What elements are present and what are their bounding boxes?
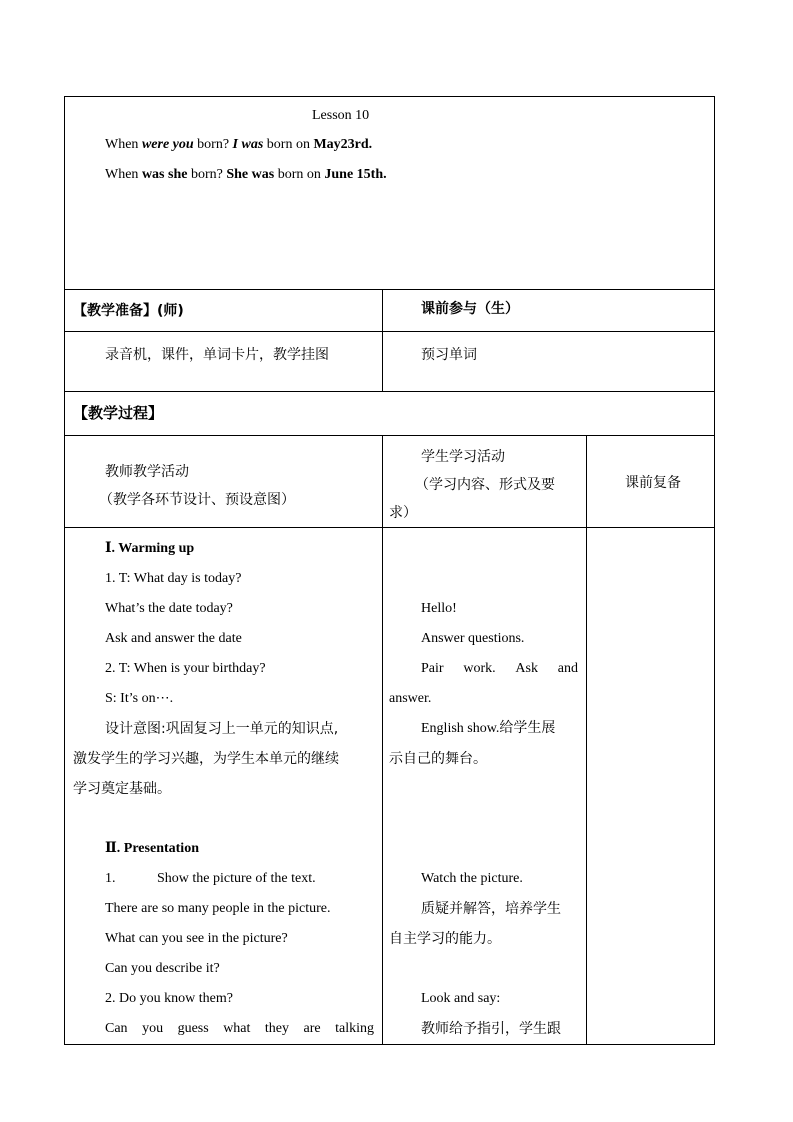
key-sentence-2: When was she born? She was born on June 15th. — [105, 167, 387, 182]
teacher-line: There are so many people in the picture. — [105, 901, 331, 916]
teacher-line: Can you describe it? — [105, 961, 220, 976]
student-line: 质疑并解答，培养学生 — [421, 901, 561, 917]
review-header: 课前复备 — [625, 475, 681, 491]
teacher-activity-header-cell — [65, 436, 383, 528]
key-sentence-1: When were you born? I was born on May23rd. — [105, 137, 373, 152]
teacher-activity-title: 教师教学活动 — [105, 464, 189, 480]
teacher-activity-content-cell — [65, 528, 383, 1045]
lesson-plan-table — [64, 96, 715, 1045]
teacher-line-justified: Can you guess what they are talking — [105, 1021, 374, 1036]
student-line: Watch the picture. — [421, 871, 523, 886]
teacher-line: 1. T: What day is today? — [105, 571, 242, 586]
student-line-justified: Pair work. Ask and — [421, 661, 578, 676]
prep-teacher-header-cell — [65, 290, 383, 332]
prep-student-header-cell — [383, 290, 715, 332]
teacher-line: What’s the date today? — [105, 601, 233, 616]
review-content-cell — [587, 528, 715, 1045]
lesson-title: Lesson 10 — [312, 108, 370, 123]
prep-student-header: 课前参与（生） — [421, 301, 519, 317]
prep-teacher-header: 【教学准备】(师) — [73, 303, 184, 319]
prep-student-items-cell — [383, 332, 715, 392]
student-line: Look and say: — [421, 991, 501, 1006]
student-activity-content-cell — [383, 528, 587, 1045]
student-line: Answer questions. — [421, 631, 525, 646]
prep-teacher-items-cell — [65, 332, 383, 392]
student-activity-title: 学生学习活动 — [421, 449, 505, 465]
teacher-line: 1. Show the picture of the text. — [105, 871, 316, 886]
student-line: 示自己的舞台。 — [389, 751, 487, 767]
warming-up-title: Ⅰ. Warming up — [105, 541, 195, 556]
lesson-objectives-cell — [65, 97, 715, 290]
teacher-line: 2. T: When is your birthday? — [105, 661, 266, 676]
prep-student-items: 预习单词 — [421, 347, 477, 363]
teacher-line: What can you see in the picture? — [105, 931, 288, 946]
design-intent: 学习奠定基础。 — [73, 781, 171, 797]
prep-teacher-items: 录音机，课件，单词卡片，教学挂图 — [105, 347, 329, 363]
design-intent: 激发学生的学习兴趣，为学生本单元的继续 — [73, 751, 339, 767]
student-activity-subtitle: （学习内容、形式及要 — [415, 477, 555, 493]
student-activity-header-cell — [383, 436, 587, 528]
teacher-line: Ask and answer the date — [105, 631, 242, 646]
teacher-activity-subtitle: （教学各环节设计、预设意图） — [99, 492, 295, 508]
student-activity-subtitle-cont: 求） — [389, 505, 417, 521]
review-header-cell — [587, 436, 715, 528]
presentation-title: Ⅱ. Presentation — [105, 841, 199, 856]
student-line: 自主学习的能力。 — [389, 931, 501, 947]
process-header: 【教学过程】 — [73, 404, 164, 422]
teacher-line: 2. Do you know them? — [105, 991, 233, 1006]
process-header-cell — [65, 392, 715, 436]
student-line: answer. — [389, 691, 432, 706]
teacher-line: S: It’s on⋯. — [105, 691, 174, 706]
student-line: English show.给学生展 — [421, 721, 556, 736]
student-line: 教师给予指引，学生跟 — [421, 1021, 561, 1037]
student-line: Hello! — [421, 601, 457, 616]
design-intent: 设计意图:巩固复习上一单元的知识点, — [105, 721, 339, 737]
